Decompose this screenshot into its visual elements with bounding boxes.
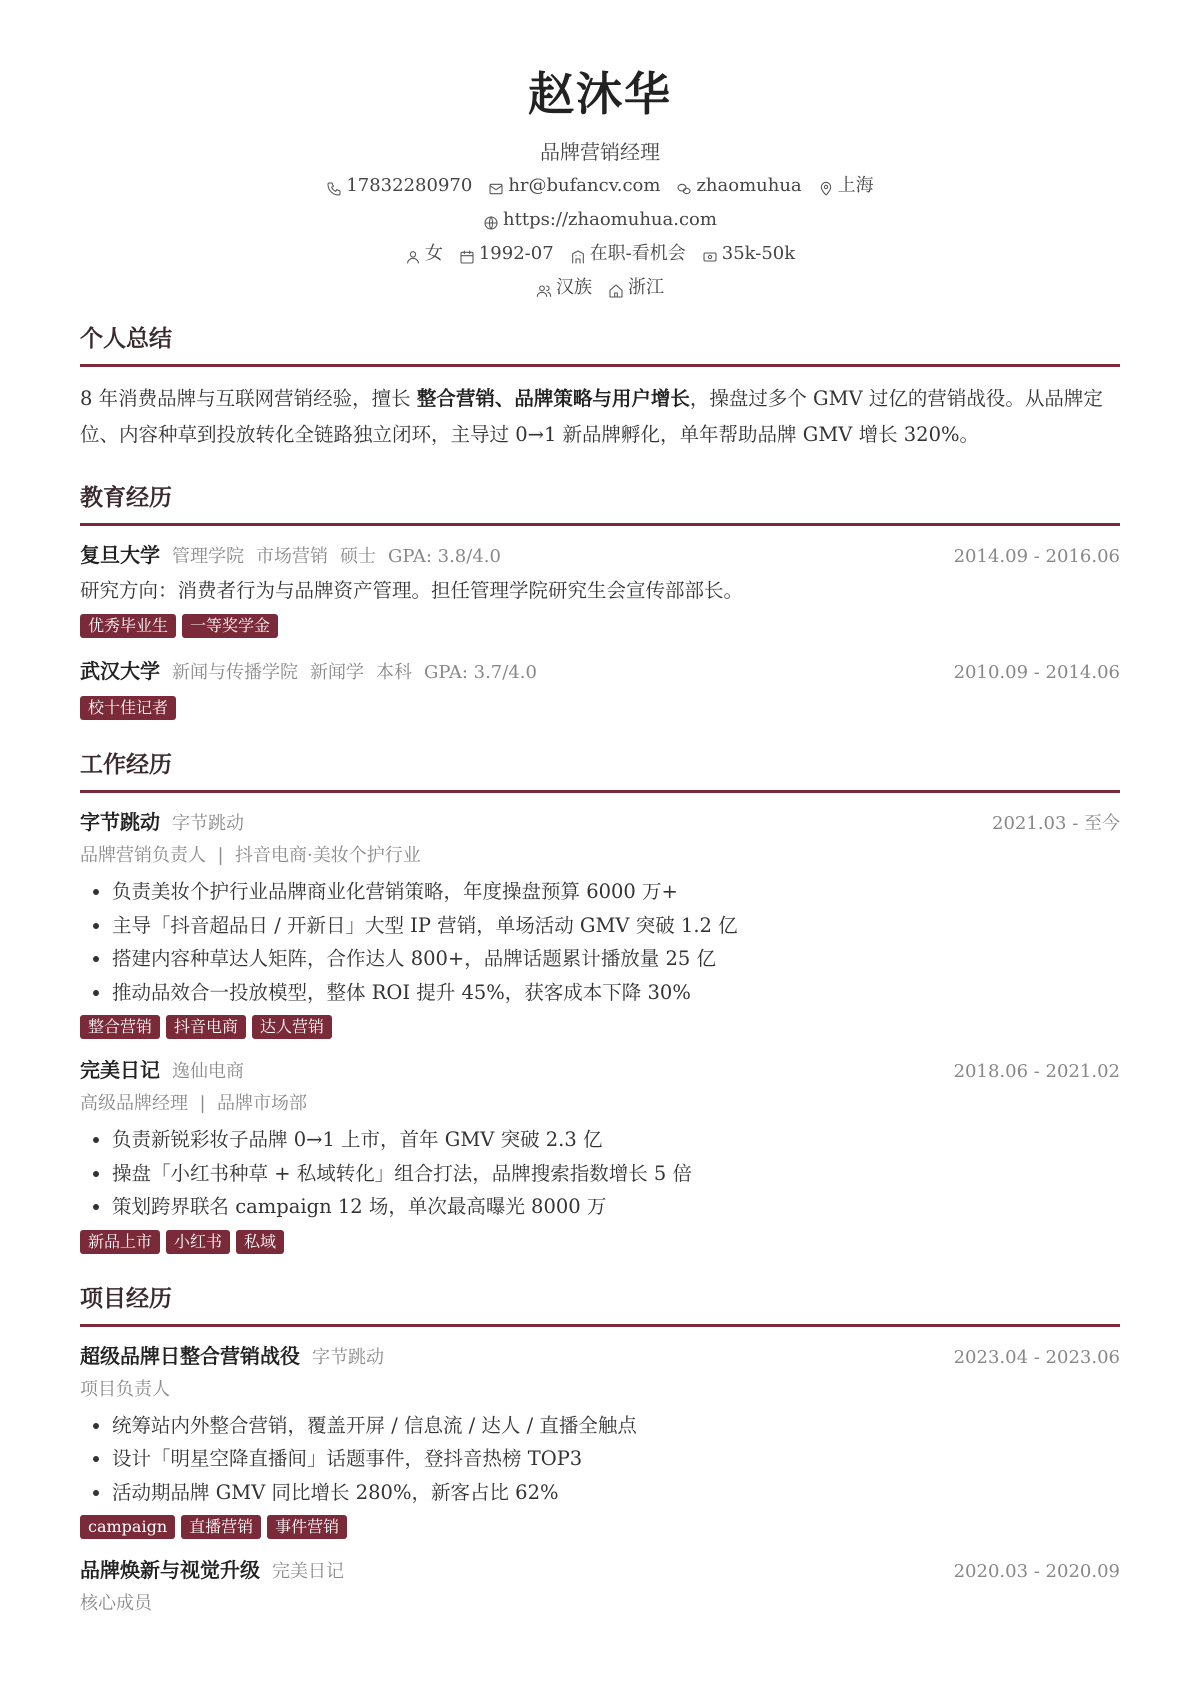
school-name: 复旦大学: [80, 543, 160, 567]
project-name: 品牌焕新与视觉升级: [80, 1558, 260, 1582]
education-entry: [80, 538, 1120, 638]
education-tags: [80, 614, 1120, 638]
education-date: 2014.09 - 2016.06: [953, 546, 1120, 567]
candidate-name: 赵沐华: [528, 67, 672, 121]
tag: 抖音电商: [166, 1015, 246, 1039]
globe-icon: [483, 212, 499, 228]
education-section: [80, 483, 1120, 720]
tag: 小红书: [166, 1230, 230, 1254]
education-date: 2010.09 - 2014.06: [953, 662, 1120, 683]
work-entry: [80, 1053, 1120, 1254]
project-name: 超级品牌日整合营销战役: [80, 1343, 300, 1368]
home-icon: [608, 280, 624, 296]
tag: 事件营销: [267, 1515, 347, 1539]
company-name: 完美日记: [80, 1058, 160, 1082]
birth-item: [459, 240, 554, 268]
work-section: [80, 750, 1120, 1254]
summary-part-1: 8 年消费品牌与互联网营销经验，擅长: [80, 387, 417, 410]
project-entry: [80, 1553, 1120, 1619]
tag: 一等奖学金: [182, 614, 278, 638]
phone-item[interactable]: [326, 172, 472, 200]
tag: 私域: [236, 1230, 284, 1254]
college-name: 管理学院: [172, 546, 244, 567]
birth-text: 1992-07: [478, 243, 554, 264]
degree-name: 本科: [376, 662, 412, 683]
job-title: 品牌营销经理: [540, 140, 660, 164]
education-tags: [80, 696, 1120, 720]
degree-name: 硕士: [340, 546, 376, 567]
website-text: https://zhaomuhua.com: [503, 209, 717, 230]
tag: 整合营销: [80, 1015, 160, 1039]
gpa-text: GPA: 3.7/4.0: [424, 662, 537, 683]
bullet-item: • 策划跨界联名 campaign 12 场，单次最高曝光 8000 万: [112, 1190, 1120, 1224]
tag: 新品上市: [80, 1230, 160, 1254]
work-role-line: [80, 841, 1120, 871]
project-entry-left: [80, 1339, 384, 1375]
major-name: 新闻学: [310, 662, 364, 683]
summary-text: [80, 381, 1120, 453]
personal-line: [80, 240, 1120, 268]
education-entry: [80, 654, 1120, 720]
city-item: [818, 172, 874, 200]
section-title-education: 教育经历: [80, 483, 1120, 526]
section-title-projects: 项目经历: [80, 1284, 1120, 1327]
project-entry-left: [80, 1553, 344, 1589]
project-bullets: [80, 1409, 1120, 1510]
building-icon: [570, 246, 586, 262]
section-title-work: 工作经历: [80, 750, 1120, 793]
summary-part-2: ，操盘过多个 GMV 过亿的营销战役。从品牌定位、内容种草到投放转化全链路独立闭环，主导过 0→1 新品牌孵化，单年帮助品牌 GMV 增长 320%。: [80, 387, 1103, 446]
ethnicity-text: 汉族: [556, 277, 592, 298]
work-entry-left: [80, 1053, 244, 1089]
college-name: 新闻与传播学院: [172, 662, 298, 683]
calendar-icon: [459, 246, 475, 262]
education-entry-left: [80, 654, 537, 690]
work-entry-left: [80, 805, 244, 841]
bullet-item: • 主导「抖音超品日 / 开新日」大型 IP 营销，单场活动 GMV 突破 1.2 亿: [112, 909, 1120, 943]
work-entry-head: [80, 1053, 1120, 1089]
gender-text: 女: [424, 243, 443, 264]
website-item[interactable]: [483, 206, 717, 234]
work-date: 2018.06 - 2021.02: [953, 1061, 1120, 1082]
user-icon: [405, 246, 421, 262]
phone-icon: [326, 178, 342, 194]
education-description: 研究方向：消费者行为与品牌资产管理。担任管理学院研究生会宣传部部长。: [80, 579, 744, 602]
hometown-text: 浙江: [628, 277, 664, 298]
project-entry: [80, 1339, 1120, 1540]
salary-item: [702, 240, 795, 268]
bullet-item: • 负责美妆个护行业品牌商业化营销策略，年度操盘预算 6000 万+: [112, 875, 1120, 909]
summary-section: [80, 324, 1120, 453]
tag: 直播营销: [181, 1515, 261, 1539]
status-item: [570, 240, 686, 268]
website-line: [80, 206, 1120, 234]
project-org: 字节跳动: [312, 1346, 384, 1368]
project-role: 项目负责人: [80, 1378, 170, 1400]
wechat-item[interactable]: [676, 172, 801, 200]
project-entry-head: [80, 1339, 1120, 1375]
money-icon: [702, 246, 718, 262]
bullet-item: • 操盘「小红书种草 + 私域转化」组合打法，品牌搜索指数增长 5 倍: [112, 1157, 1120, 1191]
education-entry-head: [80, 654, 1120, 690]
phone-text: 17832280970: [346, 175, 473, 196]
city-text: 上海: [837, 175, 874, 196]
work-bullets: [80, 1123, 1120, 1224]
education-entry-head: [80, 538, 1120, 574]
education-entry-left: [80, 538, 501, 574]
section-title-summary: 个人总结: [80, 324, 1120, 367]
users-icon: [536, 280, 552, 296]
salary-text: 35k-50k: [721, 243, 796, 264]
project-role: 核心成员: [80, 1593, 152, 1614]
gpa-text: GPA: 3.8/4.0: [388, 546, 501, 567]
email-item[interactable]: [488, 172, 660, 200]
bullet-item: • 搭建内容种草达人矩阵，合作达人 800+，品牌话题累计播放量 25 亿: [112, 942, 1120, 976]
project-date: 2020.03 - 2020.09: [953, 1561, 1120, 1582]
hometown-item: [608, 274, 664, 302]
school-name: 武汉大学: [80, 659, 160, 683]
bullet-item: • 设计「明星空降直播间」话题事件，登抖音热榜 TOP3: [112, 1442, 1120, 1476]
bullet-item: • 统筹站内外整合营销，覆盖开屏 / 信息流 / 达人 / 直播全触点: [112, 1409, 1120, 1443]
project-entry-head: [80, 1553, 1120, 1589]
dept-text: 品牌市场部: [216, 1093, 307, 1114]
project-date: 2023.04 - 2023.06: [953, 1346, 1120, 1368]
work-tags: [80, 1015, 1120, 1039]
role-text: 高级品牌经理: [80, 1093, 188, 1114]
tag: 达人营销: [252, 1015, 332, 1039]
gender-item: [405, 240, 443, 268]
bullet-item: • 推动品效合一投放模型，整体 ROI 提升 45%，获客成本下降 30%: [112, 976, 1120, 1010]
separator: |: [199, 1093, 206, 1114]
major-name: 市场营销: [256, 546, 328, 567]
dept-text: 抖音电商·美妆个护行业: [234, 845, 421, 866]
summary-highlight: 整合营销、品牌策略与用户增长: [416, 387, 690, 410]
project-org: 完美日记: [272, 1561, 344, 1582]
mail-icon: [488, 178, 504, 194]
wechat-icon: [676, 178, 692, 194]
ethnicity-item: [536, 274, 592, 302]
work-entry: [80, 805, 1120, 1039]
work-role-line: [80, 1089, 1120, 1119]
wechat-text: zhaomuhua: [696, 175, 802, 196]
bullet-item: • 活动期品牌 GMV 同比增长 280%，新客占比 62%: [112, 1476, 1120, 1510]
separator: |: [217, 845, 224, 866]
work-entry-head: [80, 805, 1120, 841]
email-text: hr@bufancv.com: [508, 175, 661, 196]
tag: campaign: [80, 1515, 175, 1539]
company-sub: 字节跳动: [172, 813, 244, 834]
work-tags: [80, 1230, 1120, 1254]
tag: 校十佳记者: [80, 696, 176, 720]
resume-header: [80, 0, 1120, 302]
company-sub: 逸仙电商: [172, 1061, 244, 1082]
contact-line: [80, 172, 1120, 200]
projects-section: [80, 1284, 1120, 1620]
company-name: 字节跳动: [80, 810, 160, 834]
location-pin-icon: [818, 178, 834, 194]
project-tags: [80, 1515, 1120, 1539]
work-date: 2021.03 - 至今: [992, 813, 1120, 834]
status-text: 在职-看机会: [589, 243, 686, 264]
role-text: 品牌营销负责人: [80, 845, 206, 866]
origin-line: [80, 274, 1120, 302]
work-bullets: [80, 875, 1120, 1009]
tag: 优秀毕业生: [80, 614, 176, 638]
bullet-item: • 负责新锐彩妆子品牌 0→1 上市，首年 GMV 突破 2.3 亿: [112, 1123, 1120, 1157]
